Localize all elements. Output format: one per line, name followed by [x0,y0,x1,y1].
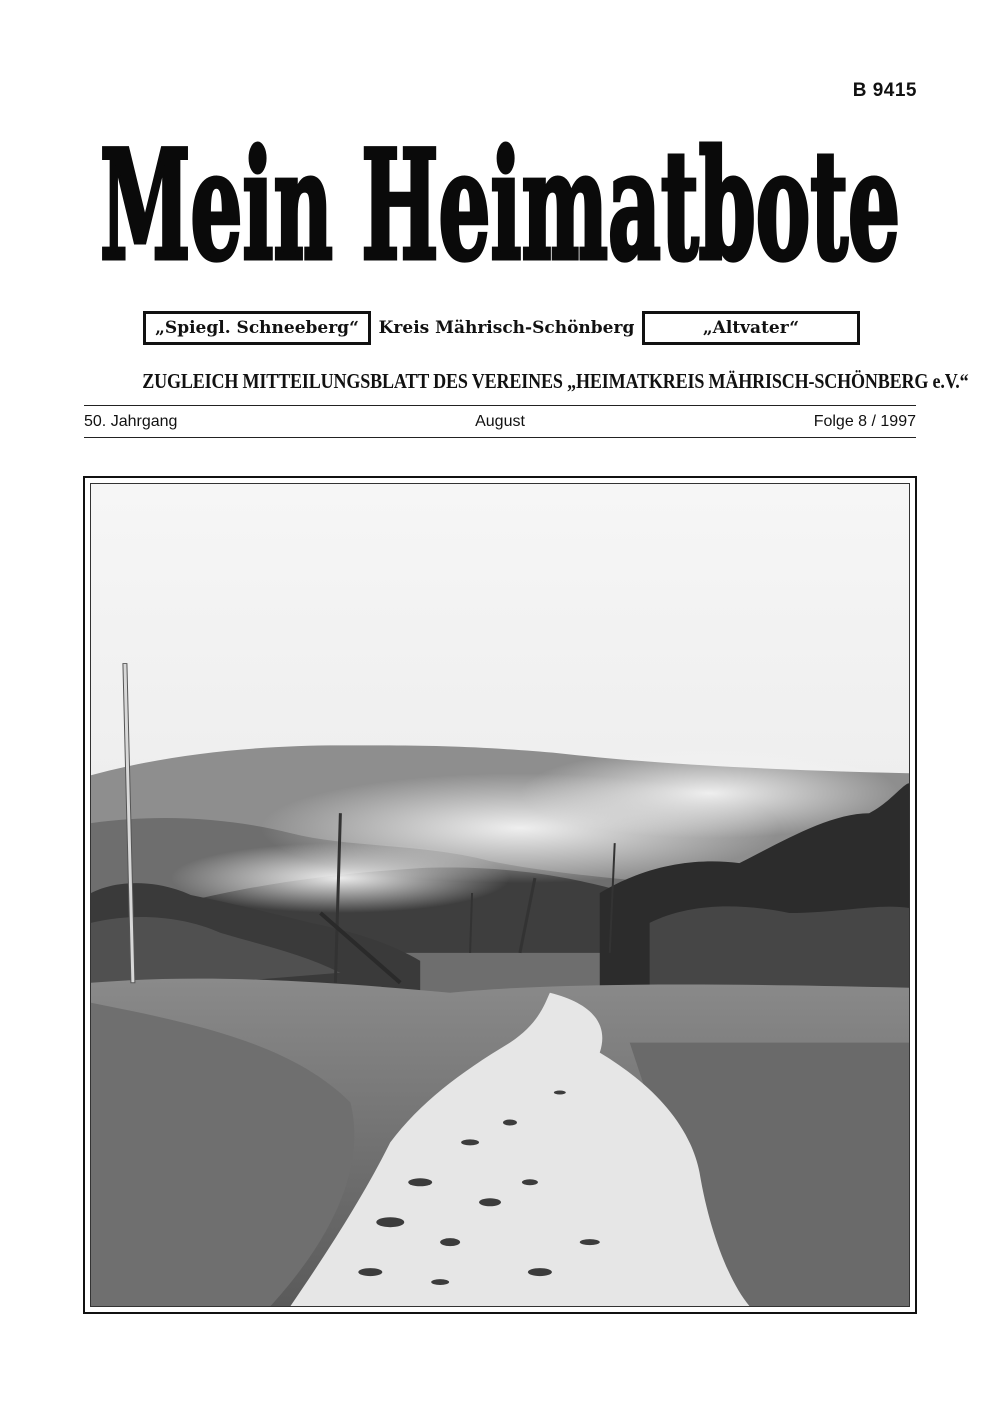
issue-info-line [84,410,916,434]
region-box-left: „Spiegl. Schneeberg“ [143,311,371,345]
masthead-title-text: Mein Heimatbote [100,118,901,294]
month-label: August [475,413,525,430]
region-label-row [143,311,860,347]
region-box-right: „Altvater“ [642,311,860,345]
issue-label: Folge 8 / 1997 [813,413,916,430]
publication-code: B 9415 [852,80,917,101]
masthead-title [80,98,920,308]
divider-bottom [84,437,916,438]
volume-label: 50. Jahrgang [84,413,178,430]
cover-photo [90,483,910,1307]
district-label: Kreis Mährisch-Schönberg [378,318,635,338]
cover-photo-frame [83,476,917,1314]
subtitle-line: ZUGLEICH MITTEILUNGSBLATT DES VEREINES „HEIMATKREIS MÄHRISCH-SCHÖNBERG e.V.“ [142,369,969,393]
divider-top [84,405,916,406]
